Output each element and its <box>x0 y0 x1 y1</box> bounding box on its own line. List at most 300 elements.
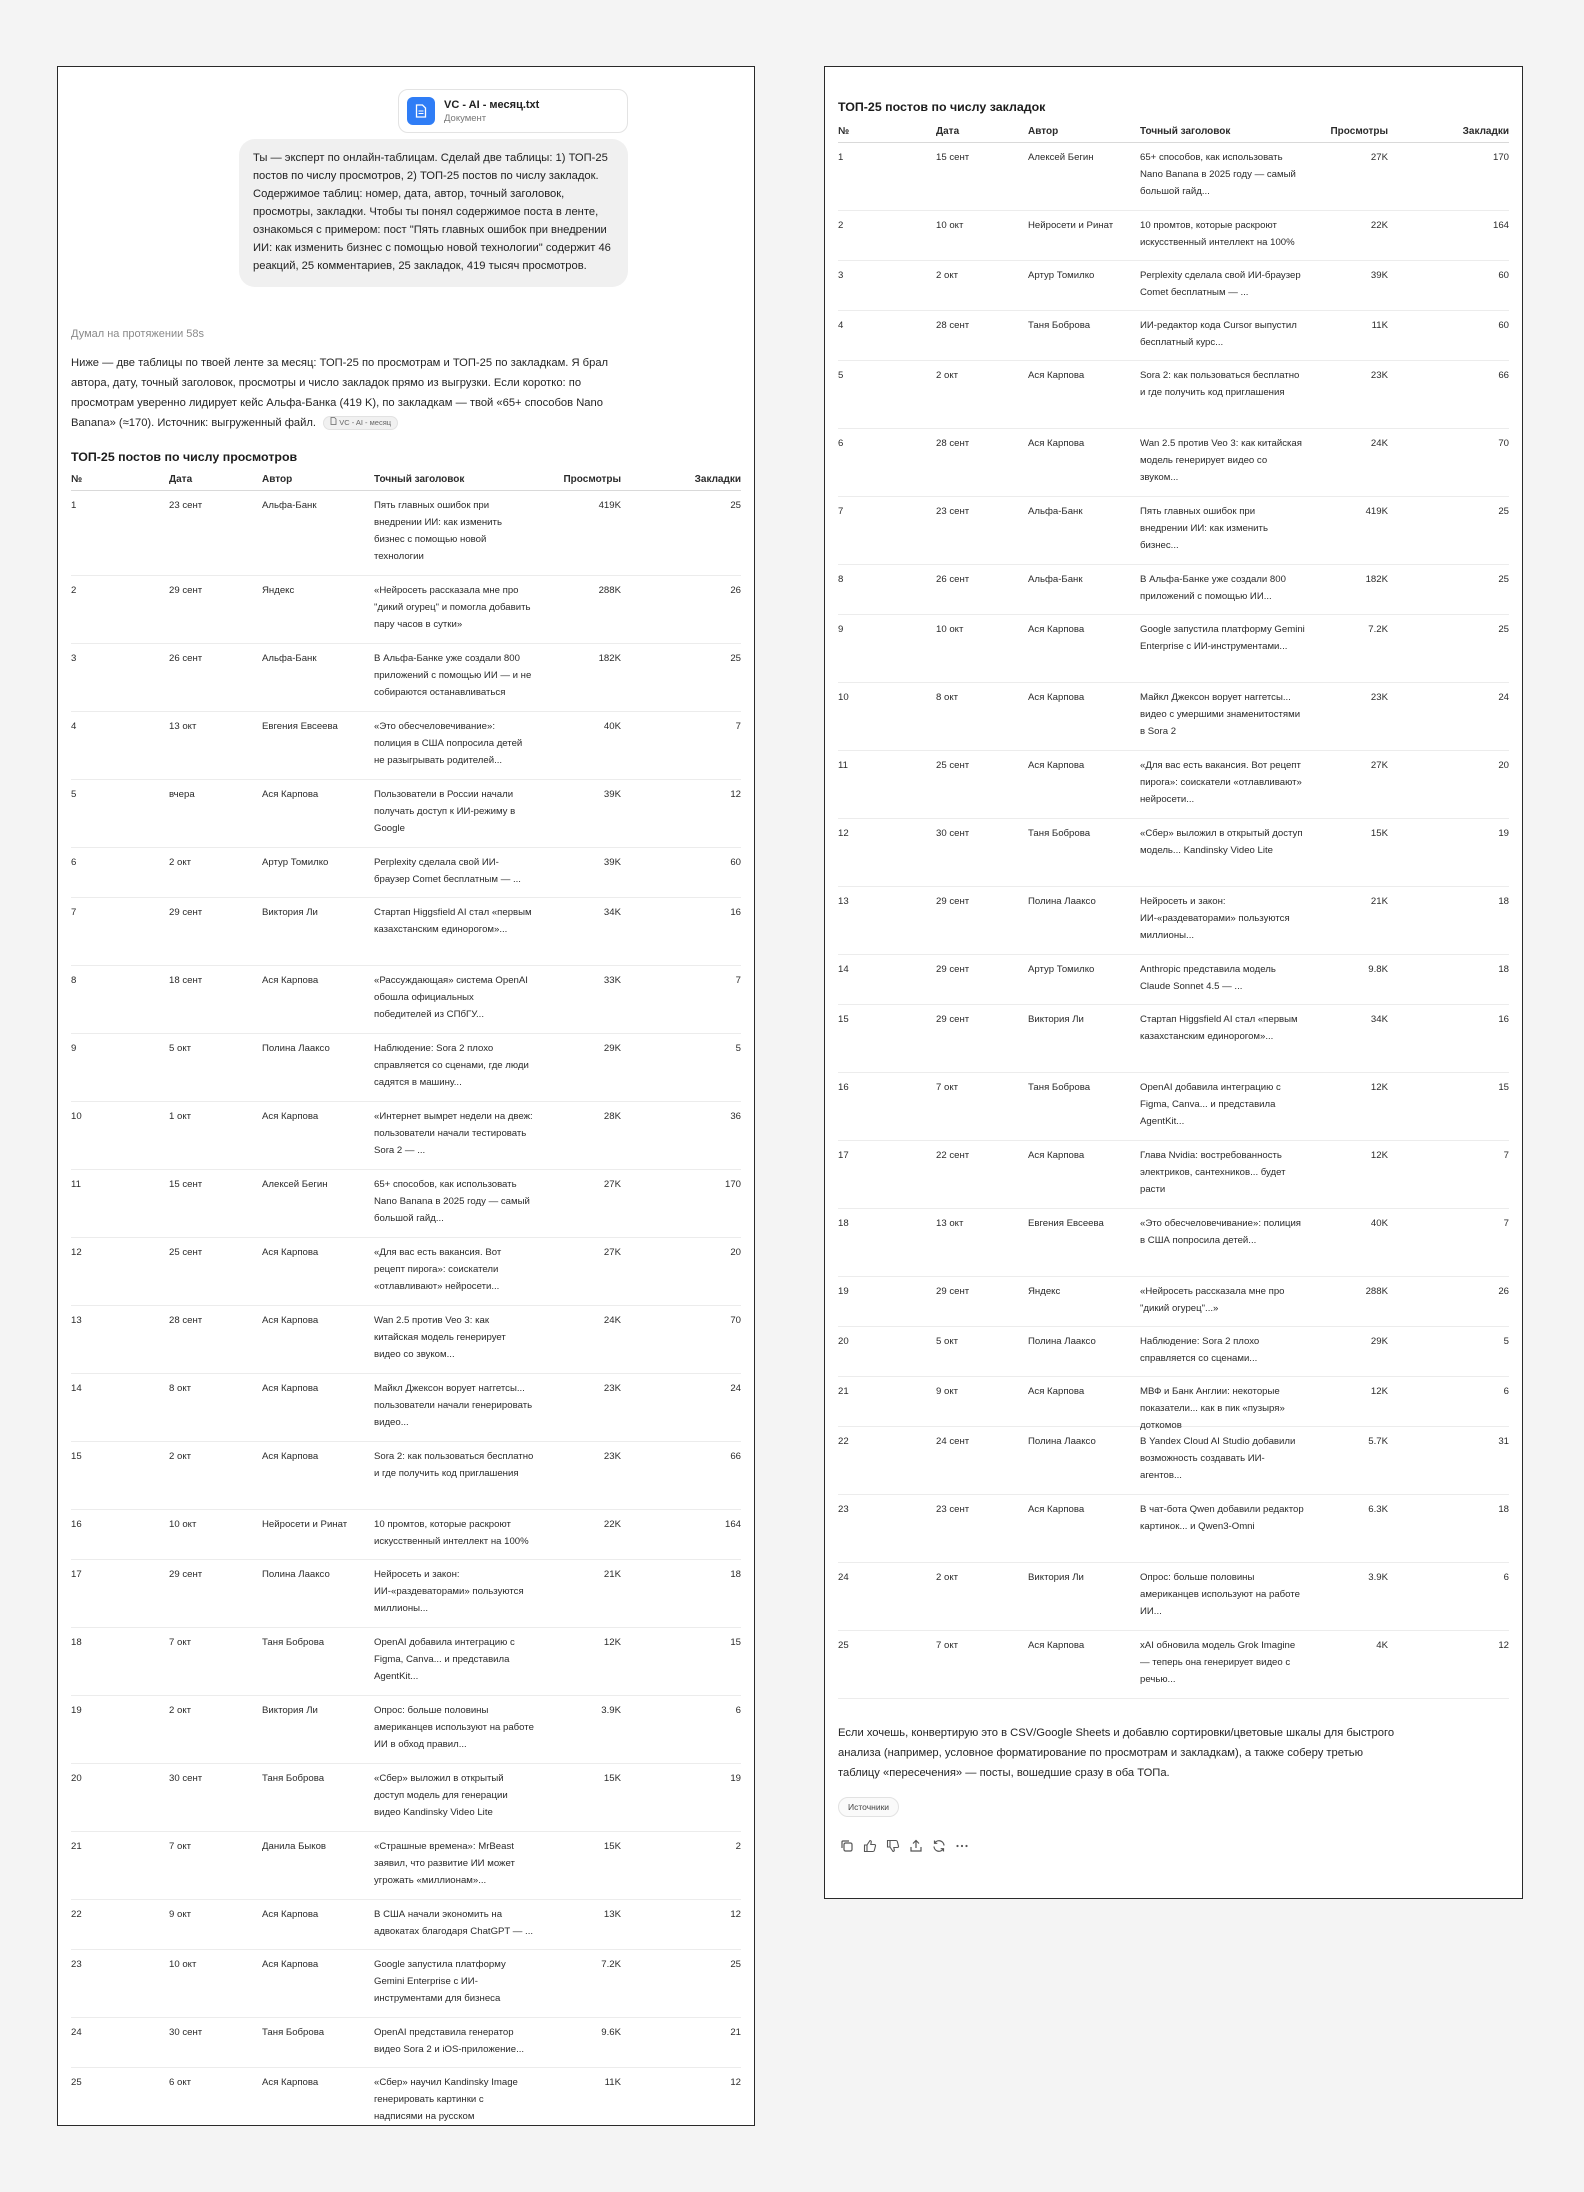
cell-author: Алексей Бегин <box>262 1179 328 1190</box>
cell-date: 26 сент <box>936 574 970 585</box>
cell-views: 288K <box>1365 1286 1388 1297</box>
cell-title: Наблюдение: Sora 2 плохо справляется со сценами... <box>1140 1336 1260 1364</box>
cell-bookmarks: 70 <box>1498 438 1509 449</box>
cell-date: 23 сент <box>936 506 970 517</box>
cell-bookmarks: 25 <box>1498 574 1509 585</box>
cell-views: 7.2K <box>1368 624 1388 635</box>
cell-n: 5 <box>71 789 77 800</box>
table-row <box>71 712 741 780</box>
cell-n: 1 <box>838 152 844 163</box>
regenerate-icon[interactable] <box>931 1838 947 1854</box>
cell-date: 29 сент <box>936 896 970 907</box>
table-row <box>838 1327 1509 1377</box>
col-bookmarks: Закладки <box>1462 126 1509 137</box>
copy-icon[interactable] <box>839 1838 855 1854</box>
cell-views: 23K <box>603 1451 621 1462</box>
table-row <box>838 1277 1509 1327</box>
cell-n: 24 <box>71 2027 82 2038</box>
cell-views: 39K <box>1370 270 1388 281</box>
cell-n: 4 <box>838 320 844 331</box>
cell-author: Ася Карпова <box>1028 370 1085 381</box>
cell-title: Стартап Higgsfield AI стал «первым казахстанским единорогом»... <box>1140 1014 1298 1042</box>
cell-bookmarks: 6 <box>735 1705 741 1716</box>
cell-views: 33K <box>603 975 621 986</box>
cell-date: 25 сент <box>936 760 970 771</box>
cell-views: 15K <box>603 1841 621 1852</box>
cell-n: 1 <box>71 500 77 511</box>
cell-bookmarks: 12 <box>730 1909 741 1920</box>
cell-date: 7 окт <box>936 1082 959 1093</box>
cell-bookmarks: 24 <box>1498 692 1509 703</box>
more-icon[interactable] <box>954 1838 970 1854</box>
cell-bookmarks: 19 <box>1498 828 1509 839</box>
table-row <box>71 1764 741 1832</box>
cell-views: 40K <box>1370 1218 1388 1229</box>
table-row <box>838 1495 1509 1563</box>
table-row <box>838 955 1509 1005</box>
cell-bookmarks: 18 <box>1498 964 1509 975</box>
cell-author: Ася Карпова <box>262 1247 319 1258</box>
table-row <box>838 1563 1509 1631</box>
table-row <box>838 565 1509 615</box>
cell-title: Sora 2: как пользоваться бесплатно и где получить код приглашения <box>374 1451 534 1479</box>
table-row <box>71 1696 741 1764</box>
cell-n: 11 <box>71 1179 81 1190</box>
cell-bookmarks: 31 <box>1498 1436 1509 1447</box>
cell-title: В Альфа-Банке уже создали 800 приложений с помощью ИИ — и не собираются останавливаться <box>374 653 532 698</box>
table-row <box>71 576 741 644</box>
cell-date: 29 сент <box>169 1569 203 1580</box>
cell-title: Google запустила платформу Gemini Enterprise с ИИ-инструментами для бизнеса <box>374 1959 506 2004</box>
cell-title: Пять главных ошибок при внедрении ИИ: как изменить бизнес... <box>1140 506 1268 551</box>
cell-date: 9 окт <box>936 1386 959 1397</box>
cell-author: Евгения Евсеева <box>1028 1218 1104 1229</box>
table-row <box>838 615 1509 683</box>
cell-title: «Для вас есть вакансия. Вот рецепт пирога»: соискатели «отлавливают» нейросети... <box>1140 760 1302 805</box>
cell-views: 3.9K <box>601 1705 621 1716</box>
cell-bookmarks: 18 <box>1498 1504 1509 1515</box>
cell-n: 14 <box>838 964 849 975</box>
cell-views: 182K <box>598 653 621 664</box>
cell-n: 4 <box>71 721 77 732</box>
cell-bookmarks: 25 <box>1498 506 1509 517</box>
table-row <box>71 491 741 576</box>
cell-bookmarks: 12 <box>730 789 741 800</box>
cell-bookmarks: 60 <box>1498 320 1509 331</box>
table-top-views <box>71 469 741 2126</box>
table-views-title: ТОП-25 постов по числу просмотров <box>71 450 298 464</box>
assistant-outro: Если хочешь, конвертирую это в CSV/Google Sheets и добавлю сортировки/цветовые шкалы для быстрого анализа (например, условное форматирование по просмотрам и закладкам), а также соберу третью таблицу «пересечения» — посты, вошедшие сразу в оба ТОПа. <box>838 1727 1395 1779</box>
cell-bookmarks: 5 <box>1503 1336 1509 1347</box>
table-row <box>838 887 1509 955</box>
cell-bookmarks: 12 <box>1498 1640 1509 1651</box>
cell-date: 29 сент <box>936 1014 970 1025</box>
file-attachment[interactable] <box>398 89 628 133</box>
cell-n: 25 <box>838 1640 849 1651</box>
cell-views: 12K <box>1370 1150 1388 1161</box>
table-row <box>838 143 1509 211</box>
cell-n: 23 <box>71 1959 82 1970</box>
col-views: Просмотры <box>563 474 621 485</box>
cell-date: 13 окт <box>169 721 197 732</box>
cell-views: 23K <box>1370 370 1388 381</box>
table-row <box>838 683 1509 751</box>
cell-bookmarks: 25 <box>1498 624 1509 635</box>
cell-bookmarks: 20 <box>1498 760 1509 771</box>
cell-views: 9.8K <box>1368 964 1388 975</box>
cell-title: Google запустила платформу Gemini Enterprise с ИИ-инструментами... <box>1140 624 1305 652</box>
cell-date: 29 сент <box>169 585 203 596</box>
cell-date: 9 окт <box>169 1909 192 1920</box>
table-row <box>838 211 1509 261</box>
cell-views: 4K <box>1376 1640 1388 1651</box>
table-row <box>838 1631 1509 1699</box>
cell-n: 13 <box>71 1315 82 1326</box>
cell-bookmarks: 18 <box>730 1569 741 1580</box>
cell-date: 23 сент <box>936 1504 970 1515</box>
table-row <box>71 1950 741 2018</box>
cell-author: Альфа-Банк <box>1028 574 1083 585</box>
cell-date: 28 сент <box>169 1315 203 1326</box>
cell-author: Таня Боброва <box>1028 320 1091 331</box>
cell-n: 18 <box>71 1637 82 1648</box>
cell-bookmarks: 26 <box>1498 1286 1509 1297</box>
cell-date: 28 сент <box>936 438 970 449</box>
file-icon <box>330 417 337 425</box>
cell-date: 2 окт <box>169 1705 192 1716</box>
cell-bookmarks: 36 <box>730 1111 741 1122</box>
cell-date: 2 окт <box>936 270 959 281</box>
cell-date: вчера <box>169 789 195 800</box>
cell-title: «Нейросеть рассказала мне про "дикий огурец" и помогла добавить пару часов в сутки» <box>374 585 531 630</box>
cell-views: 11K <box>1371 320 1388 331</box>
cell-date: 10 окт <box>936 624 964 635</box>
cell-n: 7 <box>71 907 77 918</box>
col-views: Просмотры <box>1330 126 1388 137</box>
user-message: Ты — эксперт по онлайн-таблицам. Сделай две таблицы: 1) ТОП-25 постов по числу просмотров, 2) ТОП-25 постов по числу закладок. Содержимое таблиц: номер, дата, автор, точный заголовок, просмотры, закладки. Чтобы ты понял содержимое поста в ленте, ознакомься с примером: пост "Пять главных ошибок при внедрении ИИ: как изменить бизнес с помощью новой технологии" содержит 46 реакций, 25 комментариев, 25 закладок, 419 тысяч просмотров. <box>239 139 628 287</box>
cell-views: 29K <box>1370 1336 1388 1347</box>
cell-title: Майкл Джексон ворует наггетсы... пользователи начали генерировать видео... <box>374 1383 533 1428</box>
cell-views: 5.7K <box>1368 1436 1388 1447</box>
cell-author: Виктория Ли <box>262 1705 318 1716</box>
cell-title: В Yandex Cloud AI Studio добавили возможность создавать ИИ-агентов... <box>1140 1436 1296 1481</box>
cell-views: 29K <box>603 1043 621 1054</box>
cell-bookmarks: 26 <box>730 585 741 596</box>
source-chip-label: VC - AI - месяц <box>339 418 392 428</box>
col-bookmarks: Закладки <box>694 474 741 485</box>
table-row <box>838 1377 1509 1431</box>
col-title: Точный заголовок <box>1140 126 1231 137</box>
cell-title: 10 промтов, которые раскроют искусственный интеллект на 100% <box>1140 220 1295 248</box>
cell-views: 22K <box>1370 220 1388 231</box>
attachment-type: Документ <box>444 112 487 124</box>
cell-views: 23K <box>603 1383 621 1394</box>
table-row <box>838 1141 1509 1209</box>
cell-title: xAI обновила модель Grok Imagine — теперь она генерирует видео с речью... <box>1140 1640 1296 1685</box>
thumbs-down-icon[interactable] <box>885 1838 901 1854</box>
table-row <box>838 819 1509 887</box>
table-row <box>838 497 1509 565</box>
table-row <box>71 1102 741 1170</box>
table-row <box>71 644 741 712</box>
cell-bookmarks: 164 <box>1492 220 1509 231</box>
chat-panel-left <box>57 66 755 2126</box>
table-row <box>838 1209 1509 1277</box>
cell-date: 25 сент <box>169 1247 203 1258</box>
cell-author: Ася Карпова <box>262 1451 319 1462</box>
cell-title: Опрос: больше половины американцев используют на работе ИИ в обход правил... <box>374 1705 534 1750</box>
cell-title: Wan 2.5 против Veo 3: как китайская модель генерирует видео со звуком... <box>374 1315 506 1360</box>
cell-n: 21 <box>838 1386 849 1397</box>
chat-panel-right <box>824 66 1523 1899</box>
cell-views: 12K <box>603 1637 621 1648</box>
cell-date: 30 сент <box>169 2027 203 2038</box>
cell-views: 11K <box>604 2077 621 2088</box>
sources-button[interactable]: Источники <box>838 1797 899 1817</box>
cell-n: 6 <box>838 438 844 449</box>
cell-author: Алексей Бегин <box>1028 152 1094 163</box>
cell-n: 12 <box>71 1247 82 1258</box>
cell-views: 13K <box>603 1909 621 1920</box>
cell-bookmarks: 7 <box>735 975 741 986</box>
cell-n: 15 <box>71 1451 82 1462</box>
cell-title: «Это обесчеловечивание»: полиция в США попросила детей не разыгрывать родителей... <box>374 721 523 766</box>
col-n: № <box>838 126 850 137</box>
cell-views: 21K <box>603 1569 621 1580</box>
table-row <box>71 898 741 966</box>
cell-date: 30 сент <box>169 1773 203 1784</box>
col-date: Дата <box>169 474 193 485</box>
cell-bookmarks: 15 <box>730 1637 741 1648</box>
cell-bookmarks: 18 <box>1498 896 1509 907</box>
cell-n: 22 <box>71 1909 82 1920</box>
col-author: Автор <box>1028 126 1059 137</box>
cell-date: 2 окт <box>936 370 959 381</box>
cell-views: 21K <box>1370 896 1388 907</box>
cell-date: 23 сент <box>169 500 203 511</box>
cell-views: 27K <box>603 1247 621 1258</box>
table-row <box>71 1306 741 1374</box>
cell-title: В Альфа-Банке уже создали 800 приложений с помощью ИИ... <box>1140 574 1286 602</box>
cell-views: 34K <box>603 907 621 918</box>
cell-date: 10 окт <box>169 1959 197 1970</box>
cell-views: 28K <box>603 1111 621 1122</box>
assistant-intro <box>71 353 626 433</box>
cell-author: Полина Лааксо <box>1028 1336 1096 1347</box>
cell-date: 2 окт <box>936 1572 959 1583</box>
cell-bookmarks: 12 <box>730 2077 741 2088</box>
cell-views: 182K <box>1365 574 1388 585</box>
table-row <box>838 261 1509 311</box>
table-row <box>838 1005 1509 1073</box>
cell-n: 6 <box>71 857 77 868</box>
cell-title: Perplexity сделала свой ИИ-браузер Comet бесплатным — ... <box>1140 270 1301 298</box>
cell-n: 11 <box>838 760 848 771</box>
cell-author: Данила Быков <box>262 1841 327 1852</box>
cell-n: 12 <box>838 828 849 839</box>
cell-views: 34K <box>1370 1014 1388 1025</box>
cell-author: Ася Карпова <box>262 1315 319 1326</box>
attachment-name: VC - AI - месяц.txt <box>444 98 540 111</box>
cell-author: Альфа-Банк <box>1028 506 1083 517</box>
cell-n: 8 <box>71 975 77 986</box>
share-icon[interactable] <box>908 1838 924 1854</box>
cell-n: 17 <box>71 1569 82 1580</box>
cell-n: 9 <box>71 1043 77 1054</box>
cell-n: 23 <box>838 1504 849 1515</box>
table-row <box>838 311 1509 361</box>
cell-title: «Рассуждающая» система OpenAI обошла официальных победителей из СПбГУ... <box>374 975 528 1020</box>
cell-n: 21 <box>71 1841 82 1852</box>
cell-author: Полина Лааксо <box>262 1569 330 1580</box>
cell-bookmarks: 7 <box>1503 1218 1509 1229</box>
cell-views: 39K <box>603 857 621 868</box>
thumbs-up-icon[interactable] <box>862 1838 878 1854</box>
cell-author: Таня Боброва <box>1028 1082 1091 1093</box>
cell-views: 12K <box>1370 1082 1388 1093</box>
cell-date: 29 сент <box>936 1286 970 1297</box>
cell-title: Anthropic представила модель Claude Sonnet 4.5 — ... <box>1140 964 1276 992</box>
cell-date: 2 окт <box>169 1451 192 1462</box>
table-row <box>71 2068 741 2126</box>
cell-author: Артур Томилко <box>262 857 329 868</box>
cell-title: Нейросеть и закон: ИИ-«раздеваторами» пользуются миллионы... <box>374 1569 524 1614</box>
cell-author: Таня Боброва <box>262 1637 325 1648</box>
cell-n: 3 <box>71 653 77 664</box>
cell-author: Таня Боброва <box>262 1773 325 1784</box>
cell-views: 15K <box>603 1773 621 1784</box>
cell-title: Майкл Джексон ворует наггетсы... видео с умершими знаменитостями в Sora 2 <box>1140 692 1301 737</box>
document-icon <box>407 97 435 125</box>
cell-author: Ася Карпова <box>262 2077 319 2088</box>
cell-title: В чат-бота Qwen добавили редактор картинок... и Qwen3-Omni <box>1140 1504 1304 1532</box>
table-row <box>71 1900 741 1950</box>
table-row <box>71 848 741 898</box>
cell-n: 16 <box>838 1082 849 1093</box>
cell-date: 7 окт <box>169 1637 192 1648</box>
cell-author: Таня Боброва <box>262 2027 325 2038</box>
cell-n: 19 <box>71 1705 82 1716</box>
cell-author: Альфа-Банк <box>262 500 317 511</box>
cell-date: 29 сент <box>936 964 970 975</box>
cell-bookmarks: 24 <box>730 1383 741 1394</box>
table-row <box>838 1073 1509 1141</box>
cell-n: 8 <box>838 574 844 585</box>
cell-n: 7 <box>838 506 844 517</box>
table-row <box>71 1170 741 1238</box>
cell-n: 20 <box>71 1773 82 1784</box>
table-row <box>71 1628 741 1696</box>
table-row <box>71 1034 741 1102</box>
cell-date: 22 сент <box>936 1150 970 1161</box>
cell-bookmarks: 15 <box>1498 1082 1509 1093</box>
cell-n: 2 <box>71 585 77 596</box>
cell-views: 419K <box>598 500 621 511</box>
cell-date: 7 окт <box>169 1841 192 1852</box>
table-bookmarks-title: ТОП-25 постов по числу закладок <box>838 100 1046 114</box>
cell-title: OpenAI добавила интеграцию с Figma, Canva... и представила AgentKit... <box>1140 1082 1281 1127</box>
cell-author: Альфа-Банк <box>262 653 317 664</box>
cell-author: Яндекс <box>262 585 295 596</box>
cell-views: 22K <box>603 1519 621 1530</box>
cell-views: 24K <box>1370 438 1388 449</box>
cell-date: 7 окт <box>936 1640 959 1651</box>
cell-views: 288K <box>598 585 621 596</box>
cell-n: 5 <box>838 370 844 381</box>
table-header <box>71 469 741 491</box>
cell-date: 18 сент <box>169 975 203 986</box>
cell-views: 27K <box>1370 760 1388 771</box>
cell-title: МВФ и Банк Англии: некоторые показатели... как в пик «пузыря» доткомов <box>1140 1386 1285 1431</box>
cell-author: Ася Карпова <box>262 1383 319 1394</box>
cell-n: 10 <box>838 692 849 703</box>
cell-title: 65+ способов, как использовать Nano Banana в 2025 году — самый большой гайд... <box>1140 152 1296 197</box>
cell-author: Ася Карпова <box>1028 1386 1085 1397</box>
cell-views: 27K <box>1370 152 1388 163</box>
cell-bookmarks: 70 <box>730 1315 741 1326</box>
cell-n: 10 <box>71 1111 82 1122</box>
cell-n: 19 <box>838 1286 849 1297</box>
cell-title: «Это обесчеловечивание»: полиция в США попросила детей... <box>1140 1218 1301 1246</box>
cell-author: Яндекс <box>1028 1286 1061 1297</box>
cell-bookmarks: 5 <box>735 1043 741 1054</box>
source-chip[interactable] <box>323 416 398 430</box>
cell-views: 27K <box>603 1179 621 1190</box>
cell-author: Артур Томилко <box>1028 270 1095 281</box>
cell-title: Пять главных ошибок при внедрении ИИ: как изменить бизнес с помощью новой технологии <box>374 500 502 562</box>
cell-title: Наблюдение: Sora 2 плохо справляется со сценами, где люди садятся в машину... <box>374 1043 529 1088</box>
cell-author: Нейросети и Ринат <box>1028 220 1114 231</box>
cell-author: Таня Боброва <box>1028 828 1091 839</box>
table-header <box>838 121 1509 143</box>
cell-title: Sora 2: как пользоваться бесплатно и где получить код приглашения <box>1140 370 1300 398</box>
col-author: Автор <box>262 474 293 485</box>
cell-author: Ася Карпова <box>262 1909 319 1920</box>
cell-date: 8 окт <box>169 1383 192 1394</box>
cell-n: 17 <box>838 1150 849 1161</box>
thought-duration[interactable]: Думал на протяжении 58s <box>71 328 205 340</box>
cell-title: «Для вас есть вакансия. Вот рецепт пирога»: соискатели «отлавливают» нейросети... <box>374 1247 502 1292</box>
col-title: Точный заголовок <box>374 474 465 485</box>
cell-bookmarks: 66 <box>730 1451 741 1462</box>
table-top-bookmarks <box>838 121 1509 1699</box>
cell-date: 13 окт <box>936 1218 964 1229</box>
cell-author: Ася Карпова <box>1028 692 1085 703</box>
cell-date: 30 сент <box>936 828 970 839</box>
cell-title: «Сбер» научил Kandinsky Image генерировать картинки с надписями на русском <box>374 2077 518 2122</box>
cell-bookmarks: 60 <box>1498 270 1509 281</box>
cell-date: 29 сент <box>169 907 203 918</box>
cell-title: Глава Nvidia: востребованность электриков, сантехников... будет расти <box>1140 1150 1286 1195</box>
cell-bookmarks: 7 <box>735 721 741 732</box>
message-actions <box>839 1838 970 1854</box>
cell-date: 6 окт <box>169 2077 192 2088</box>
cell-author: Ася Карпова <box>262 975 319 986</box>
cell-bookmarks: 7 <box>1503 1150 1509 1161</box>
cell-bookmarks: 25 <box>730 500 741 511</box>
cell-author: Ася Карпова <box>1028 438 1085 449</box>
cell-n: 18 <box>838 1218 849 1229</box>
col-n: № <box>71 474 83 485</box>
cell-n: 13 <box>838 896 849 907</box>
cell-author: Ася Карпова <box>262 789 319 800</box>
cell-author: Ася Карпова <box>1028 624 1085 635</box>
cell-bookmarks: 170 <box>1492 152 1509 163</box>
cell-author: Виктория Ли <box>1028 1572 1084 1583</box>
cell-date: 15 сент <box>936 152 970 163</box>
table-row <box>71 1374 741 1442</box>
cell-title: В США начали экономить на адвокатах благодаря ChatGPT — ... <box>374 1909 534 1937</box>
